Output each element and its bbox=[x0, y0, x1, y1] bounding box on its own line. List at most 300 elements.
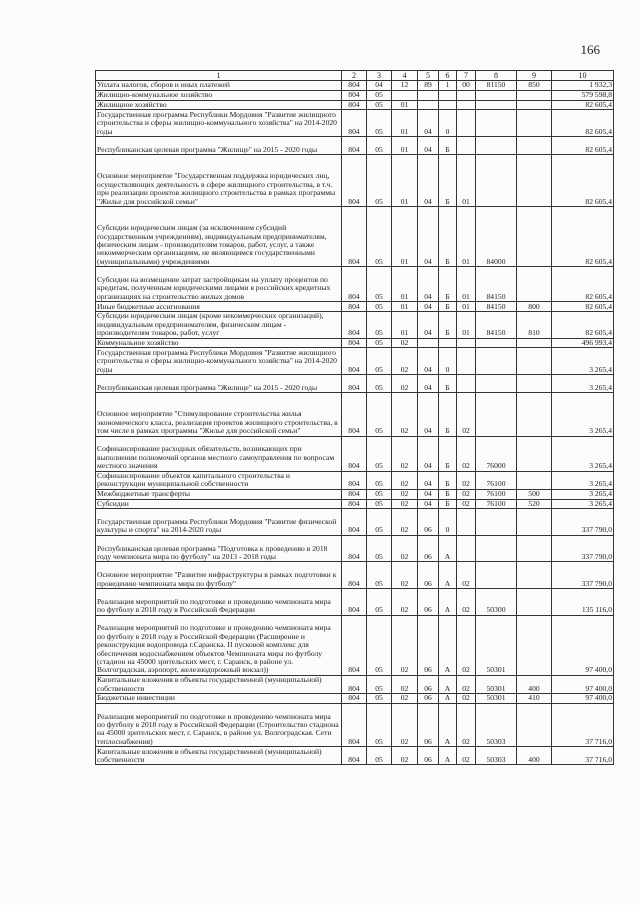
section-cell: 05 bbox=[367, 615, 392, 675]
program-cell: 04 bbox=[418, 155, 439, 207]
section-cell: 04 bbox=[367, 81, 392, 91]
row-name-cell: Софинансирование расходных обязательств, возникающих при выполнении полномочий органов местного самоуправления по вопросам местного значения bbox=[96, 436, 342, 471]
event-cell: 02 bbox=[457, 675, 476, 693]
program-cell: 06 bbox=[418, 562, 439, 589]
subsection-cell: 02 bbox=[392, 747, 418, 765]
subsection-cell: 02 bbox=[392, 499, 418, 509]
amount-cell: 82 605,4 bbox=[552, 100, 614, 110]
table-row bbox=[96, 206, 614, 266]
amount-cell: 3 265,4 bbox=[552, 348, 614, 375]
subsection-cell: 12 bbox=[392, 81, 418, 91]
expense-type-cell bbox=[517, 338, 552, 348]
subsection-cell: 02 bbox=[392, 436, 418, 471]
table-row bbox=[96, 374, 614, 392]
section-cell: 05 bbox=[367, 589, 392, 616]
row-name-cell: Жилищное хозяйство bbox=[96, 100, 342, 110]
expense-type-cell bbox=[517, 535, 552, 562]
expense-type-cell bbox=[517, 155, 552, 207]
row-name-cell: Бюджетные инвестиции bbox=[96, 694, 342, 704]
event-cell: 02 bbox=[457, 589, 476, 616]
gov-code-cell: 804 bbox=[342, 374, 367, 392]
program-cell: 06 bbox=[418, 535, 439, 562]
program-cell: 04 bbox=[418, 267, 439, 302]
table-row bbox=[96, 562, 614, 589]
subprogram-cell: Б bbox=[439, 155, 457, 207]
amount-cell: 82 605,4 bbox=[552, 311, 614, 338]
expense-type-cell: 520 bbox=[517, 499, 552, 509]
gov-code-cell: 804 bbox=[342, 436, 367, 471]
header-cell: 3 bbox=[367, 71, 392, 81]
expense-type-cell: 800 bbox=[517, 302, 552, 312]
table-row bbox=[96, 155, 614, 207]
header-cell: 10 bbox=[552, 71, 614, 81]
amount-cell: 3 265,4 bbox=[552, 489, 614, 499]
subprogram-cell bbox=[439, 90, 457, 100]
direction-cell: 76100 bbox=[476, 499, 517, 509]
expense-type-cell bbox=[517, 267, 552, 302]
subprogram-cell: А bbox=[439, 694, 457, 704]
event-cell: 02 bbox=[457, 499, 476, 509]
event-cell bbox=[457, 374, 476, 392]
amount-cell: 82 605,4 bbox=[552, 206, 614, 266]
expense-type-cell bbox=[517, 100, 552, 110]
event-cell bbox=[457, 338, 476, 348]
subprogram-cell: А bbox=[439, 535, 457, 562]
header-cell: 4 bbox=[392, 71, 418, 81]
section-cell: 05 bbox=[367, 703, 392, 746]
subsection-cell: 02 bbox=[392, 615, 418, 675]
event-cell: 01 bbox=[457, 206, 476, 266]
row-name-cell: Основное мероприятие "Государственная поддержка юридических лиц, осуществляющих деятельность в сфере жилищного строительства, в т.ч. при реализации проектов жилищного строительства в рамках программы "Жилье для российской семьи" bbox=[96, 155, 342, 207]
event-cell bbox=[457, 509, 476, 536]
program-cell: 06 bbox=[418, 694, 439, 704]
program-cell bbox=[418, 100, 439, 110]
header-cell: 9 bbox=[517, 71, 552, 81]
table-row bbox=[96, 393, 614, 436]
direction-cell: 50301 bbox=[476, 615, 517, 675]
amount-cell: 135 116,0 bbox=[552, 589, 614, 616]
direction-cell: 50303 bbox=[476, 747, 517, 765]
direction-cell bbox=[476, 110, 517, 137]
subsection-cell: 02 bbox=[392, 562, 418, 589]
section-cell: 05 bbox=[367, 675, 392, 693]
row-name-cell: Республиканская целевая программа "Жилище" на 2015 - 2020 годы bbox=[96, 374, 342, 392]
expense-type-cell bbox=[517, 393, 552, 436]
gov-code-cell: 804 bbox=[342, 589, 367, 616]
gov-code-cell: 804 bbox=[342, 675, 367, 693]
subprogram-cell: Б bbox=[439, 206, 457, 266]
section-cell: 05 bbox=[367, 338, 392, 348]
direction-cell: 50300 bbox=[476, 589, 517, 616]
gov-code-cell: 804 bbox=[342, 155, 367, 207]
gov-code-cell: 804 bbox=[342, 535, 367, 562]
event-cell bbox=[457, 100, 476, 110]
row-name-cell: Государственная программа Республики Мордовия "Развитие жилищного строительства и сферы жилищно-коммунального хозяйства" на 2014-2020 годы bbox=[96, 110, 342, 137]
header-cell: 7 bbox=[457, 71, 476, 81]
amount-cell: 337 790,0 bbox=[552, 535, 614, 562]
subprogram-cell: 0 bbox=[439, 110, 457, 137]
amount-cell: 82 605,4 bbox=[552, 302, 614, 312]
gov-code-cell: 804 bbox=[342, 302, 367, 312]
amount-cell: 3 265,4 bbox=[552, 499, 614, 509]
program-cell bbox=[418, 338, 439, 348]
gov-code-cell: 804 bbox=[342, 562, 367, 589]
section-cell: 05 bbox=[367, 302, 392, 312]
gov-code-cell: 804 bbox=[342, 509, 367, 536]
expense-type-cell bbox=[517, 436, 552, 471]
section-cell: 05 bbox=[367, 311, 392, 338]
subsection-cell: 02 bbox=[392, 393, 418, 436]
section-cell: 05 bbox=[367, 393, 392, 436]
section-cell: 05 bbox=[367, 110, 392, 137]
gov-code-cell: 804 bbox=[342, 267, 367, 302]
header-cell: 8 bbox=[476, 71, 517, 81]
section-cell: 05 bbox=[367, 436, 392, 471]
amount-cell: 82 605,4 bbox=[552, 136, 614, 154]
expense-type-cell: 810 bbox=[517, 311, 552, 338]
direction-cell bbox=[476, 562, 517, 589]
direction-cell: 84150 bbox=[476, 267, 517, 302]
expense-type-cell bbox=[517, 703, 552, 746]
gov-code-cell: 804 bbox=[342, 694, 367, 704]
direction-cell: 76100 bbox=[476, 471, 517, 489]
subprogram-cell: Б bbox=[439, 471, 457, 489]
section-cell: 05 bbox=[367, 155, 392, 207]
subprogram-cell bbox=[439, 338, 457, 348]
gov-code-cell: 804 bbox=[342, 348, 367, 375]
direction-cell bbox=[476, 509, 517, 536]
gov-code-cell: 804 bbox=[342, 100, 367, 110]
subsection-cell: 02 bbox=[392, 348, 418, 375]
table-row bbox=[96, 302, 614, 312]
event-cell: 02 bbox=[457, 615, 476, 675]
subsection-cell: 02 bbox=[392, 374, 418, 392]
subprogram-cell: 0 bbox=[439, 509, 457, 536]
direction-cell: 76100 bbox=[476, 489, 517, 499]
subsection-cell: 01 bbox=[392, 110, 418, 137]
expense-type-cell bbox=[517, 136, 552, 154]
row-name-cell: Основное мероприятие "Стимулирование строительства жилья экономического класса, реализация проектов жилищного строительства, в том числе в рамках программы "Жилье для российской семьи" bbox=[96, 393, 342, 436]
event-cell: 02 bbox=[457, 471, 476, 489]
subprogram-cell: Б bbox=[439, 311, 457, 338]
direction-cell: 50303 bbox=[476, 703, 517, 746]
table-row bbox=[96, 489, 614, 499]
subprogram-cell: А bbox=[439, 589, 457, 616]
amount-cell: 82 605,4 bbox=[552, 155, 614, 207]
table-row bbox=[96, 267, 614, 302]
subprogram-cell: 1 bbox=[439, 81, 457, 91]
subprogram-cell: А bbox=[439, 747, 457, 765]
event-cell: 02 bbox=[457, 703, 476, 746]
expense-type-cell: 400 bbox=[517, 747, 552, 765]
event-cell: 02 bbox=[457, 694, 476, 704]
amount-cell: 1 932,3 bbox=[552, 81, 614, 91]
direction-cell bbox=[476, 90, 517, 100]
row-name-cell: Коммунальное хозяйство bbox=[96, 338, 342, 348]
subsection-cell: 01 bbox=[392, 206, 418, 266]
amount-cell: 496 993,4 bbox=[552, 338, 614, 348]
event-cell: 01 bbox=[457, 155, 476, 207]
event-cell bbox=[457, 348, 476, 375]
direction-cell: 84000 bbox=[476, 206, 517, 266]
amount-cell: 97 400,0 bbox=[552, 675, 614, 693]
table-row bbox=[96, 694, 614, 704]
header-cell: 2 bbox=[342, 71, 367, 81]
row-name-cell: Субсидии юридическим лицам (кроме некоммерческих организаций), индивидуальным предпринимателям, физическим лицам - производителям товаров, работ, услуг bbox=[96, 311, 342, 338]
section-cell: 05 bbox=[367, 499, 392, 509]
row-name-cell: Капитальные вложения в объекты государственной (муниципальной) собственности bbox=[96, 747, 342, 765]
program-cell bbox=[418, 90, 439, 100]
amount-cell: 37 716,0 bbox=[552, 703, 614, 746]
amount-cell: 97 400,0 bbox=[552, 615, 614, 675]
program-cell: 89 bbox=[418, 81, 439, 91]
gov-code-cell: 804 bbox=[342, 393, 367, 436]
table-row bbox=[96, 675, 614, 693]
direction-cell: 81150 bbox=[476, 81, 517, 91]
table-row bbox=[96, 311, 614, 338]
direction-cell: 84150 bbox=[476, 302, 517, 312]
row-name-cell: Государственная программа Республики Мордовия "Развитие жилищного строительства и сферы жилищно-коммунального хозяйства" на 2014-2020 годы bbox=[96, 348, 342, 375]
event-cell: 02 bbox=[457, 747, 476, 765]
program-cell: 04 bbox=[418, 471, 439, 489]
program-cell: 06 bbox=[418, 509, 439, 536]
table-row bbox=[96, 747, 614, 765]
amount-cell: 3 265,4 bbox=[552, 471, 614, 489]
table-header-row bbox=[96, 71, 614, 81]
page-number: 166 bbox=[580, 42, 600, 57]
expense-type-cell bbox=[517, 562, 552, 589]
row-name-cell: Реализация мероприятий по подготовке и проведению чемпионата мира по футболу в 2018 году в Российской Федерации bbox=[96, 589, 342, 616]
program-cell: 04 bbox=[418, 374, 439, 392]
program-cell: 06 bbox=[418, 747, 439, 765]
section-cell: 05 bbox=[367, 100, 392, 110]
direction-cell bbox=[476, 393, 517, 436]
row-name-cell: Реализация мероприятий по подготовке и проведению чемпионата мира по футболу в 2018 году в Российской Федерации (Расширение и реконструкция водопровода г.Саранска. II пусковой комплекс для обеспечения водоснабжением объектов Чемпионата мира по футболу (стадион на 45000 зрительских мест, г. Саранск, в районе ул. Волгоградская, аэропорт, железнодорожный вокзал)) bbox=[96, 615, 342, 675]
table-body bbox=[96, 81, 614, 765]
gov-code-cell: 804 bbox=[342, 311, 367, 338]
expense-type-cell bbox=[517, 374, 552, 392]
expense-type-cell: 500 bbox=[517, 489, 552, 499]
row-name-cell: Реализация мероприятий по подготовке и проведению чемпионата мира по футболу в 2018 году в Российской Федерации (Строительство стадиона на 45000 зрительских мест, г. Саранск, в районе ул. Волгоградская. Сети теплоснабжения) bbox=[96, 703, 342, 746]
gov-code-cell: 804 bbox=[342, 615, 367, 675]
subsection-cell: 01 bbox=[392, 267, 418, 302]
program-cell: 06 bbox=[418, 675, 439, 693]
expense-type-cell bbox=[517, 206, 552, 266]
table-row bbox=[96, 471, 614, 489]
subsection-cell: 02 bbox=[392, 675, 418, 693]
section-cell: 05 bbox=[367, 267, 392, 302]
event-cell bbox=[457, 90, 476, 100]
gov-code-cell: 804 bbox=[342, 747, 367, 765]
section-cell: 05 bbox=[367, 509, 392, 536]
section-cell: 05 bbox=[367, 562, 392, 589]
program-cell: 04 bbox=[418, 393, 439, 436]
section-cell: 05 bbox=[367, 694, 392, 704]
header-cell: 1 bbox=[96, 71, 342, 81]
subprogram-cell: Б bbox=[439, 302, 457, 312]
program-cell: 04 bbox=[418, 206, 439, 266]
row-name-cell: Уплата налогов, сборов и иных платежей bbox=[96, 81, 342, 91]
gov-code-cell: 804 bbox=[342, 338, 367, 348]
expense-type-cell bbox=[517, 348, 552, 375]
direction-cell: 50301 bbox=[476, 694, 517, 704]
section-cell: 05 bbox=[367, 348, 392, 375]
expense-type-cell bbox=[517, 90, 552, 100]
direction-cell: 84150 bbox=[476, 311, 517, 338]
table-row bbox=[96, 136, 614, 154]
amount-cell: 37 716,0 bbox=[552, 747, 614, 765]
direction-cell bbox=[476, 374, 517, 392]
table-row bbox=[96, 509, 614, 536]
gov-code-cell: 804 bbox=[342, 110, 367, 137]
program-cell: 06 bbox=[418, 615, 439, 675]
gov-code-cell: 804 bbox=[342, 471, 367, 489]
section-cell: 05 bbox=[367, 471, 392, 489]
direction-cell bbox=[476, 535, 517, 562]
table-row bbox=[96, 338, 614, 348]
event-cell: 01 bbox=[457, 302, 476, 312]
direction-cell: 76000 bbox=[476, 436, 517, 471]
row-name-cell: Жилищно-коммунальное хозяйство bbox=[96, 90, 342, 100]
subsection-cell: 01 bbox=[392, 155, 418, 207]
table-row bbox=[96, 589, 614, 616]
subprogram-cell: А bbox=[439, 562, 457, 589]
row-name-cell: Республиканская целевая программа "Подготовка к проведению в 2018 году чемпионата мира по футболу" на 2013 - 2018 годы bbox=[96, 535, 342, 562]
amount-cell: 3 265,4 bbox=[552, 393, 614, 436]
subprogram-cell bbox=[439, 100, 457, 110]
row-name-cell: Субсидии bbox=[96, 499, 342, 509]
subprogram-cell: Б bbox=[439, 489, 457, 499]
program-cell: 04 bbox=[418, 348, 439, 375]
subprogram-cell: А bbox=[439, 615, 457, 675]
gov-code-cell: 804 bbox=[342, 136, 367, 154]
subprogram-cell: Б bbox=[439, 499, 457, 509]
direction-cell: 50301 bbox=[476, 675, 517, 693]
subprogram-cell: Б bbox=[439, 393, 457, 436]
section-cell: 05 bbox=[367, 374, 392, 392]
subsection-cell: 02 bbox=[392, 338, 418, 348]
subprogram-cell: Б bbox=[439, 267, 457, 302]
subprogram-cell: А bbox=[439, 675, 457, 693]
event-cell: 02 bbox=[457, 393, 476, 436]
event-cell bbox=[457, 535, 476, 562]
subprogram-cell: Б bbox=[439, 136, 457, 154]
program-cell: 04 bbox=[418, 136, 439, 154]
expense-type-cell bbox=[517, 589, 552, 616]
gov-code-cell: 804 bbox=[342, 499, 367, 509]
direction-cell bbox=[476, 348, 517, 375]
subsection-cell: 01 bbox=[392, 311, 418, 338]
header-cell: 5 bbox=[418, 71, 439, 81]
program-cell: 04 bbox=[418, 499, 439, 509]
program-cell: 04 bbox=[418, 311, 439, 338]
program-cell: 06 bbox=[418, 703, 439, 746]
expense-type-cell bbox=[517, 471, 552, 489]
gov-code-cell: 804 bbox=[342, 206, 367, 266]
amount-cell: 82 605,4 bbox=[552, 267, 614, 302]
subsection-cell: 02 bbox=[392, 589, 418, 616]
event-cell bbox=[457, 136, 476, 154]
program-cell: 04 bbox=[418, 436, 439, 471]
header-cell: 6 bbox=[439, 71, 457, 81]
row-name-cell: Субсидии на возмещение затрат застройщикам на уплату процентов по кредитам, полученным юридическими лицами в российских кредитных организациях на строительство жилых домов bbox=[96, 267, 342, 302]
table-row bbox=[96, 348, 614, 375]
subprogram-cell: Б bbox=[439, 374, 457, 392]
amount-cell: 337 790,0 bbox=[552, 509, 614, 536]
expense-type-cell bbox=[517, 509, 552, 536]
row-name-cell: Государственная программа Республики Мордовия "Развитие физической культуры и спорта" на 2014-2020 годы bbox=[96, 509, 342, 536]
row-name-cell: Республиканская целевая программа "Жилище" на 2015 - 2020 годы bbox=[96, 136, 342, 154]
gov-code-cell: 804 bbox=[342, 90, 367, 100]
subprogram-cell: А bbox=[439, 703, 457, 746]
subprogram-cell: 0 bbox=[439, 348, 457, 375]
table-row bbox=[96, 110, 614, 137]
subsection-cell: 01 bbox=[392, 100, 418, 110]
program-cell: 04 bbox=[418, 489, 439, 499]
event-cell: 01 bbox=[457, 311, 476, 338]
expense-type-cell: 850 bbox=[517, 81, 552, 91]
subsection-cell: 02 bbox=[392, 703, 418, 746]
expense-type-cell: 400 bbox=[517, 675, 552, 693]
subsection-cell: 02 bbox=[392, 489, 418, 499]
table-row bbox=[96, 100, 614, 110]
subsection-cell: 02 bbox=[392, 535, 418, 562]
row-name-cell: Иные бюджетные ассигнования bbox=[96, 302, 342, 312]
table-row bbox=[96, 90, 614, 100]
subsection-cell: 01 bbox=[392, 302, 418, 312]
table-row bbox=[96, 81, 614, 91]
budget-table bbox=[95, 70, 614, 765]
table-row bbox=[96, 499, 614, 509]
program-cell: 04 bbox=[418, 110, 439, 137]
section-cell: 05 bbox=[367, 206, 392, 266]
subprogram-cell: Б bbox=[439, 436, 457, 471]
expense-type-cell bbox=[517, 110, 552, 137]
direction-cell bbox=[476, 100, 517, 110]
row-name-cell: Софинансирование объектов капитального строительства и реконструкции муниципальной собственности bbox=[96, 471, 342, 489]
amount-cell: 3 265,4 bbox=[552, 374, 614, 392]
table-row bbox=[96, 436, 614, 471]
amount-cell: 579 598,8 bbox=[552, 90, 614, 100]
event-cell bbox=[457, 110, 476, 137]
event-cell: 02 bbox=[457, 562, 476, 589]
table-row bbox=[96, 615, 614, 675]
section-cell: 05 bbox=[367, 489, 392, 499]
table-row bbox=[96, 703, 614, 746]
section-cell: 05 bbox=[367, 136, 392, 154]
expense-type-cell: 410 bbox=[517, 694, 552, 704]
event-cell: 02 bbox=[457, 436, 476, 471]
row-name-cell: Межбюджетные трансферты bbox=[96, 489, 342, 499]
row-name-cell: Основное мероприятие "Развитие инфраструктуры в рамках подготовки к проведению чемпионата мира по футболу" bbox=[96, 562, 342, 589]
event-cell: 00 bbox=[457, 81, 476, 91]
gov-code-cell: 804 bbox=[342, 81, 367, 91]
event-cell: 02 bbox=[457, 489, 476, 499]
direction-cell bbox=[476, 338, 517, 348]
program-cell: 06 bbox=[418, 589, 439, 616]
subsection-cell: 02 bbox=[392, 509, 418, 536]
subsection-cell bbox=[392, 90, 418, 100]
table-row bbox=[96, 535, 614, 562]
row-name-cell: Капитальные вложения в объекты государственной (муниципальной) собственности bbox=[96, 675, 342, 693]
gov-code-cell: 804 bbox=[342, 703, 367, 746]
amount-cell: 3 265,4 bbox=[552, 436, 614, 471]
gov-code-cell: 804 bbox=[342, 489, 367, 499]
section-cell: 05 bbox=[367, 747, 392, 765]
subsection-cell: 01 bbox=[392, 136, 418, 154]
amount-cell: 337 790,0 bbox=[552, 562, 614, 589]
section-cell: 05 bbox=[367, 535, 392, 562]
